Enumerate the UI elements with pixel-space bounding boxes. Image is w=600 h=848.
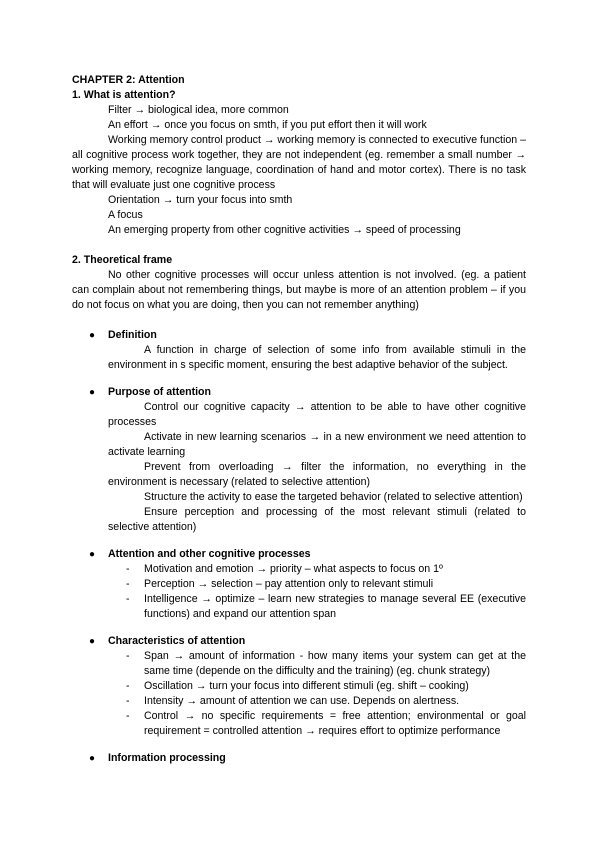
bullet-title: Information processing (108, 752, 226, 764)
bullet-title: Definition (108, 329, 157, 341)
section-heading-what-is-attention: 1. What is attention? (72, 89, 176, 101)
bullet-purpose (72, 385, 526, 400)
document-page (72, 73, 526, 766)
purpose-item: Control our cognitive capacity → attention to be able to have other cognitive processes (108, 401, 526, 428)
purpose-item: Activate in new learning scenarios → in a new environment we need attention to activate learning (108, 431, 526, 458)
list-item-text: Intensity → amount of attention we can use. Depends on alertness. (144, 695, 460, 707)
bullet-icon: ● (89, 753, 96, 764)
paragraph-focus: A focus (108, 209, 143, 221)
section-heading-theoretical-frame: 2. Theoretical frame (72, 254, 173, 266)
chapter-title: CHAPTER 2: Attention (72, 74, 185, 86)
list-item (72, 592, 526, 622)
bullet-definition (72, 328, 526, 343)
dash-marker: - (126, 563, 130, 575)
paragraph-working-memory: Working memory control product → working memory is connected to executive function – all cognitive process work together, they are not independent (eg. remember a small number → working memory, recognize language, coordination of hand and motor cortex). There is no task that will evaluate just one cognitive process (72, 134, 526, 191)
bullet-icon: ● (89, 330, 96, 341)
dash-marker: - (126, 710, 130, 722)
list-item (72, 709, 526, 739)
bullet-characteristics (72, 634, 526, 649)
dash-marker: - (126, 593, 130, 605)
bullet-title: Purpose of attention (108, 386, 211, 398)
paragraph-effort: An effort → once you focus on smth, if you put effort then it will work (108, 119, 427, 131)
dash-marker: - (126, 680, 130, 692)
bullet-title: Characteristics of attention (108, 635, 246, 647)
list-item-text: Intelligence → optimize – learn new strategies to manage several EE (executive functions) and expand our attention span (144, 593, 526, 620)
list-item (72, 649, 526, 679)
list-item-text: Oscillation → turn your focus into different stimuli (eg. shift – cooking) (144, 680, 469, 692)
bullet-icon: ● (89, 387, 96, 398)
bullet-icon: ● (89, 636, 96, 647)
purpose-item: Structure the activity to ease the targeted behavior (related to selective attention) (144, 491, 523, 503)
definition-text: A function in charge of selection of some info from available stimuli in the environment in s specific moment, ensuring the best adaptive behavior of the subject. (108, 344, 526, 371)
list-item (72, 562, 526, 577)
paragraph-filter: Filter → biological idea, more common (108, 104, 289, 116)
list-item-text: Perception → selection – pay attention only to relevant stimuli (144, 578, 434, 590)
purpose-item: Ensure perception and processing of the most relevant stimuli (related to selective attention) (108, 506, 526, 533)
bullet-title: Attention and other cognitive processes (108, 548, 311, 560)
list-item (72, 679, 526, 694)
dash-marker: - (126, 650, 130, 662)
list-item-text: Control → no specific requirements = free attention; environmental or goal requirement = controlled attention → requires effort to optimize performance (144, 710, 526, 737)
bullet-information-processing (72, 751, 526, 766)
list-item (72, 577, 526, 592)
list-item (72, 694, 526, 709)
purpose-item: Prevent from overloading → filter the information, no everything in the environment is necessary (related to selective attention) (108, 461, 526, 488)
paragraph-emerging: An emerging property from other cognitive activities → speed of processing (108, 224, 461, 236)
paragraph-theoretical-intro: No other cognitive processes will occur unless attention is not involved. (eg. a patient can complain about not remembering things, but maybe is more of an attention problem – if you do not focus on what you are doing, then you can not remember anything) (72, 269, 526, 311)
bullet-other-processes (72, 547, 526, 562)
list-item-text: Motivation and emotion → priority – what aspects to focus on 1º (144, 563, 443, 575)
dash-marker: - (126, 578, 130, 590)
dash-marker: - (126, 695, 130, 707)
list-item-text: Span → amount of information - how many items your system can get at the same time (depende on the difficulty and the training) (eg. chunk strategy) (144, 650, 526, 677)
bullet-icon: ● (89, 549, 96, 560)
paragraph-orientation: Orientation → turn your focus into smth (108, 194, 293, 206)
